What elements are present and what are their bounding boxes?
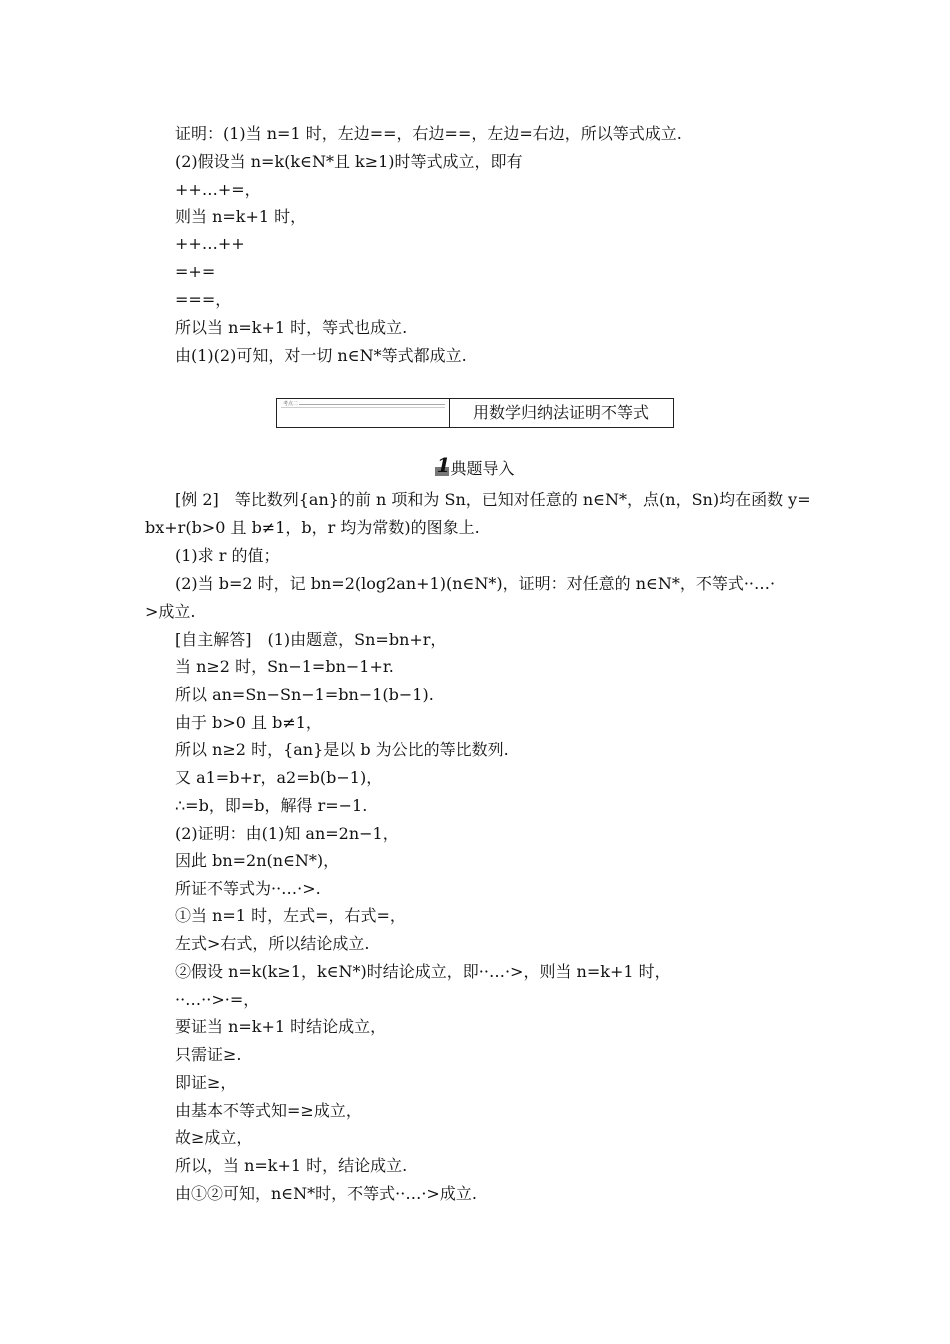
example-line: ①当 n=1 时，左式=，右式=，: [175, 906, 406, 925]
text-line: 证明：(1)当 n=1 时，左边==，右边==，左边=右边，所以等式成立.: [175, 124, 682, 143]
example-line: 所以 n≥2 时，{an}是以 b 为公比的等比数列.: [175, 740, 509, 759]
example-line: 要证当 n=k+1 时结论成立，: [175, 1017, 387, 1036]
topic-small-label: 考点二: [283, 401, 299, 407]
example-line: 又 a1=b+r，a2=b(b−1)，: [175, 768, 383, 787]
example-line: >成立.: [145, 602, 196, 621]
text-line: (2)假设当 n=k(k∈N*且 k≥1)时等式成立，即有: [175, 152, 523, 171]
example-line: [例 2] 等比数列{an}的前 n 项和为 Sn，已知对任意的 n∈N*，点(n，Sn)均在函数 y=: [175, 490, 811, 509]
topic-header-box: [276, 398, 674, 428]
example-line: bx+r(b>0 且 b≠1，b，r 均为常数)的图象上.: [145, 518, 480, 537]
example-line: 所以，当 n=k+1 时，结论成立.: [175, 1156, 408, 1175]
example-line: 所以 an=Sn−Sn−1=bn−1(b−1).: [175, 685, 434, 704]
example-line: 由基本不等式知=≥成立，: [175, 1101, 362, 1120]
example-line: 由①②可知，n∈N*时，不等式··…·>成立.: [175, 1184, 477, 1203]
example-line: ②假设 n=k(k≥1，k∈N*)时结论成立，即··…·>，则当 n=k+1 时，: [175, 962, 671, 981]
example-line: 左式>右式，所以结论成立.: [175, 934, 370, 953]
example-line: 因此 bn=2n(n∈N*)，: [175, 851, 340, 870]
topic-title: 用数学归纳法证明不等式: [472, 403, 649, 422]
example-line: 即证≥，: [175, 1073, 237, 1092]
example-line: 由于 b>0 且 b≠1，: [175, 713, 322, 732]
text-line: ++…+=，: [175, 180, 261, 199]
example-line: 所证不等式为··…·>.: [175, 879, 321, 898]
section-heading-text: 典题导入: [450, 459, 515, 478]
example-line: (1)求 r 的值；: [175, 546, 280, 565]
example-line: (2)证明：由(1)知 an=2n−1，: [175, 824, 399, 843]
example-line: (2)当 b=2 时，记 bn=2(log2an+1)(n∈N*)，证明：对任意的 n∈N*，不等式··…·: [175, 574, 776, 593]
example-line: 只需证≥.: [175, 1045, 242, 1064]
text-line: 所以当 n=k+1 时，等式也成立.: [175, 318, 408, 337]
number-badge-icon: [435, 453, 451, 477]
example-line: 故≥成立，: [175, 1128, 253, 1147]
text-line: ++…++: [175, 234, 245, 253]
example-line: [自主解答] (1)由题意，Sn=bn+r，: [175, 630, 447, 649]
text-line: 由(1)(2)可知，对一切 n∈N*等式都成立.: [175, 346, 467, 365]
example-line: ∴=b，即=b，解得 r=−1.: [175, 796, 368, 815]
text-line: 则当 n=k+1 时，: [175, 207, 307, 226]
text-line: ===，: [175, 290, 232, 309]
divider: [299, 404, 445, 405]
text-line: =+=: [175, 262, 216, 281]
topic-label-cell: [277, 399, 450, 427]
divider: [281, 407, 445, 408]
section-heading: [0, 453, 950, 479]
example-line: ··…··>·=，: [175, 990, 260, 1009]
example-line: 当 n≥2 时，Sn−1=bn−1+r.: [175, 657, 394, 676]
badge-number: 1: [436, 453, 451, 477]
